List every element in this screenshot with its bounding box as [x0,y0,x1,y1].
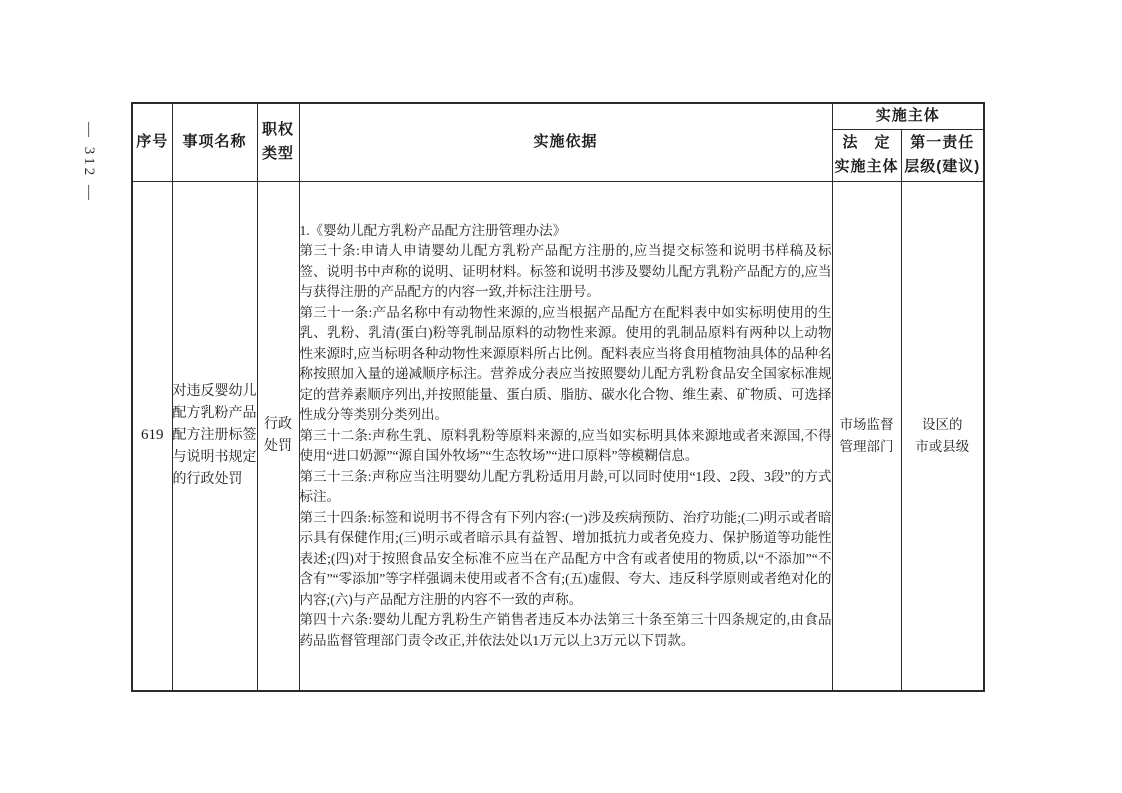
column-header-subject-group [832,103,984,129]
cell-legal-subject [832,181,901,691]
cell-implementation-basis [299,181,832,691]
column-header-subject-group-label: 实施主体 [875,107,940,125]
basis-paragraph: 第三十条:申请人申请婴幼儿配方乳粉产品配方注册的,应当提交标签和说明书样稿及标签、说明书中声称的说明、证明材料。标签和说明书涉及婴幼儿配方乳粉产品配方的,应当与获得注册的产品配方的内容一致,并标注注册号。 [299,243,832,299]
column-header-legal-subject-line1: 法 定 [842,134,891,151]
column-header-responsibility [901,129,984,181]
column-header-authority-type-line1: 职权 [261,121,294,139]
authority-type-text: 行政处罚 [264,416,292,454]
basis-paragraph: 第三十四条:标签和说明书不得含有下列内容:(一)涉及疾病预防、治疗功能;(二)明示或者暗示具有保健作用;(三)明示或者暗示具有益智、增加抵抗力或者免疫力、保护肠道等功能性表述;(四)对于按照食品安全标准不应当在产品配方中含有或者使用的物质,以“不添加”“不含有”“零添加”等字样强调未使用或者不含有;(五)虚假、夸大、违反科学原则或者绝对化的内容;(六)与产品配方注册的内容不一致的声称。 [299,509,832,607]
legal-subject-line2: 管理部门 [839,438,894,454]
column-header-authority-type [257,103,299,181]
column-header-legal-subject [832,129,901,181]
legal-subject-line1: 市场监督 [839,416,894,432]
cell-serial-number [132,181,172,691]
column-header-responsibility-line1: 第一责任 [910,134,975,151]
responsibility-level-line2: 市或县级 [915,438,970,454]
admin-power-table [131,102,985,692]
basis-paragraph: 第四十六条:婴幼儿配方乳粉生产销售者违反本办法第三十条至第三十四条规定的,由食品药品监督管理部门责令改正,并依法处以1万元以上3万元以下罚款。 [299,612,832,648]
cell-authority-type [257,181,299,691]
table-row [132,181,984,691]
page-number-text: — 312 — [80,121,97,203]
page-number [74,112,102,212]
column-header-item-name-label: 事项名称 [182,133,247,151]
column-header-basis-label: 实施依据 [533,133,598,151]
responsibility-level-line1: 设区的 [922,416,963,432]
column-header-basis [299,103,832,181]
basis-paragraph: 第三十三条:声称应当注明婴幼儿配方乳粉适用月龄,可以同时使用“1段、2段、3段”的方式标注。 [299,468,832,504]
column-header-item-name [172,103,257,181]
column-header-responsibility-line2: 层级(建议) [904,158,981,175]
column-header-legal-subject-line2: 实施主体 [834,158,899,175]
serial-number-text: 619 [141,427,164,444]
cell-responsibility-level [901,181,984,691]
column-header-serial-label: 序号 [136,133,169,151]
basis-paragraph: 第三十一条:产品名称中有动物性来源的,应当根据产品配方在配料表中如实标明使用的生乳、乳粉、乳清(蛋白)粉等乳制品原料的动物性来源。使用的乳制品原料有两种以上动物性来源时,应当标明各种动物性来源原料所占比例。配料表应当将食用植物油具体的品种名称按照加入量的递减顺序标注。营养成分表应当按照婴幼儿配方乳粉食品安全国家标准规定的营养素顺序列出,并按照能量、蛋白质、脂肪、碳水化合物、维生素、矿物质、可选择性成分等类别分类列出。 [299,304,832,422]
cell-item-name [172,181,257,691]
basis-paragraph: 1.《婴幼儿配方乳粉产品配方注册管理办法》 [299,222,567,238]
basis-paragraph: 第三十二条:声称生乳、原料乳粉等原料来源的,应当如实标明具体来源地或者来源国,不得使用“进口奶源”“源自国外牧场”“生态牧场”“进口原料”等模糊信息。 [299,427,832,463]
column-header-serial [132,103,172,181]
column-header-authority-type-line2: 类型 [261,145,294,163]
item-name-text: 对违反婴幼儿配方乳粉产品配方注册标签与说明书规定的行政处罚 [172,383,257,487]
